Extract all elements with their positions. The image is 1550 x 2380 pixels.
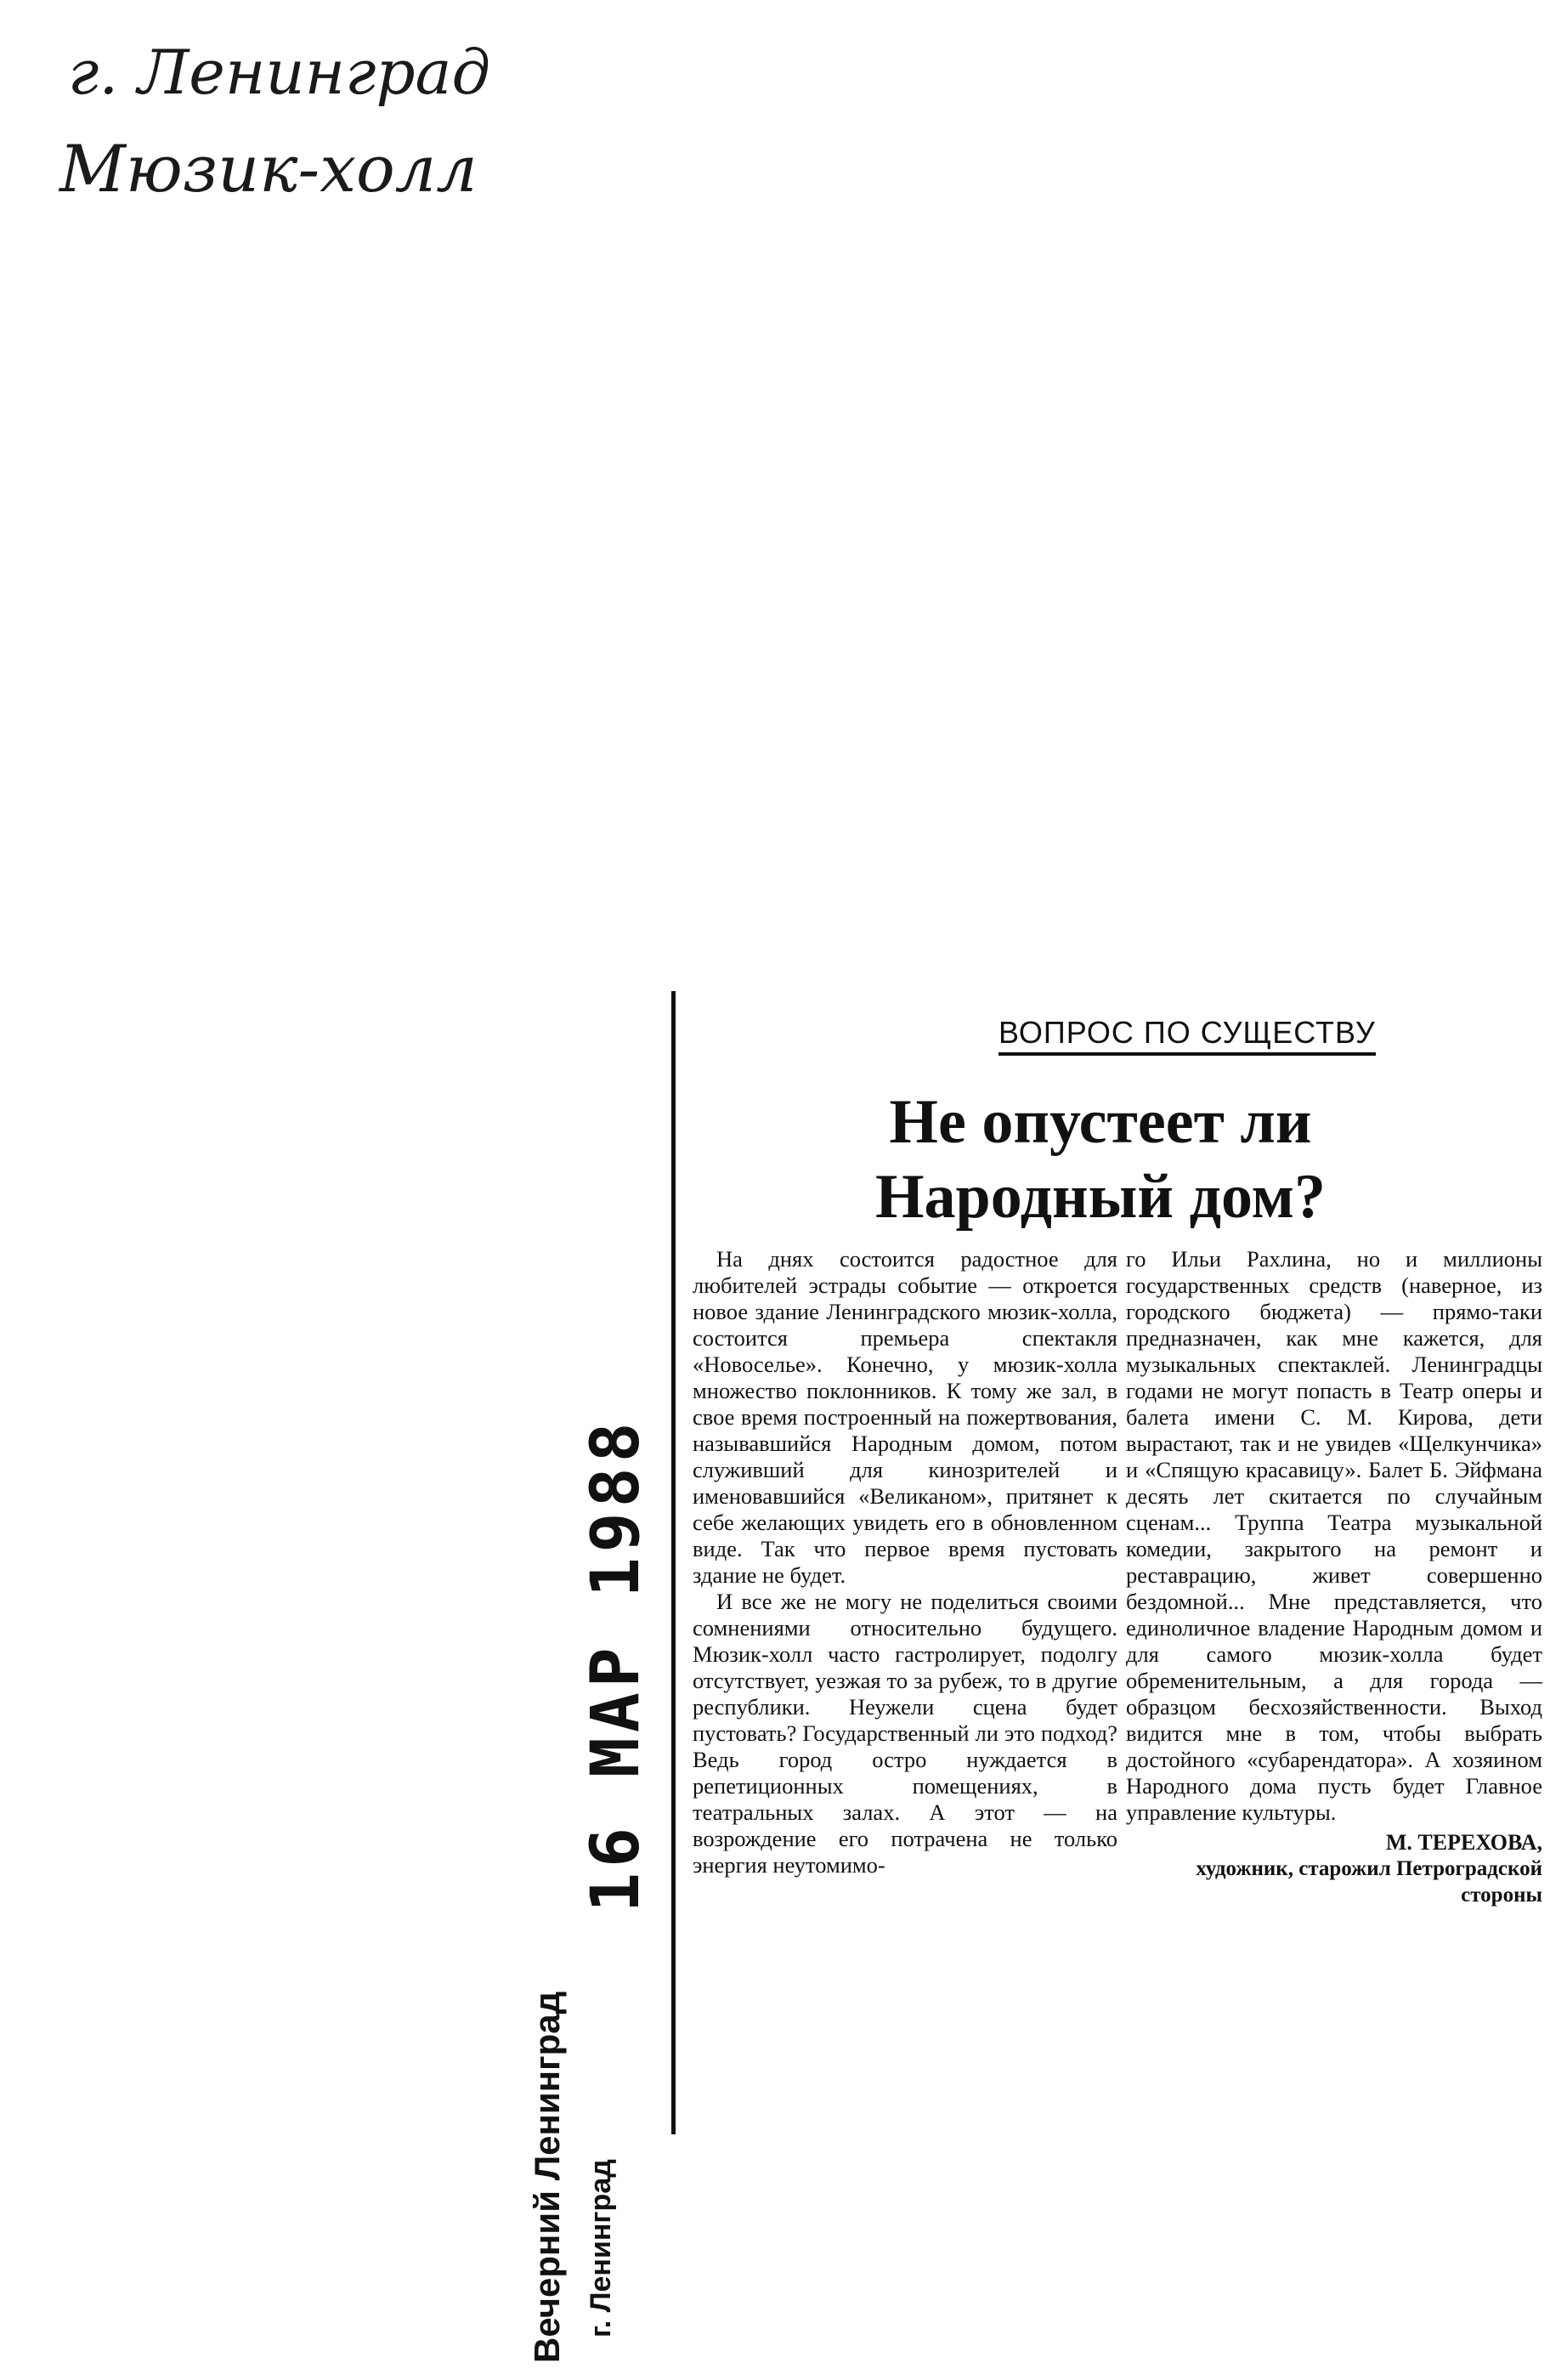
article-headline: [803, 1085, 1398, 1234]
newspaper-clipping: [671, 991, 1542, 2134]
author-role: художник, старожил Петроградской стороны: [1196, 1857, 1542, 1907]
handwritten-line-2: Мюзик-холл: [59, 131, 478, 207]
headline-line-1: Не опустеет ли: [889, 1087, 1312, 1157]
article-paragraph: И все же не могу не поделиться своими сомнениями относительно будущего. Мюзик-холл часто гастролирует, подолгу отсутствует, уезжая то за рубеж, то в другие республики. Неужели сцена будет пустовать? Государственный ли это подход? Ведь город остро нуждается в репетиционных помещениях, в театральных залах. А этот — на возрождение его потрачена не только энергия неутомимо-: [693, 1589, 1117, 1878]
handwritten-line-1: г. Ленинград: [68, 37, 491, 108]
author-name: М. ТЕРЕХОВА,: [1385, 1830, 1542, 1855]
stamp-newspaper: Вечерний Ленинград: [527, 1991, 567, 2363]
article-paragraph: го Ильи Рахлина, но и миллионы государственных средств (наверное, из городского бюджета) — прямо-таки предназначен, как мне кажется, для музыкальных спектаклей. Ленинградцы годами не могут попасть в Театр оперы и балета имени С. М. Кирова, дети вырастают, так и не увидев «Щелкунчика» и «Спящую красавицу». Балет Б. Эйфмана десять лет скитается по случайным сценам... Труппа Театра музыкальной комедии, закрытого на ремонт и реставрацию, живет совершенно бездомной... Мне представляется, что единоличное владение Народным домом и для самого мюзик-холла будет обременительным, а для города — образцом бесхозяйственности. Выход видится мне в том, чтобы выбрать достойного «субарендатора». А хозяином Народного дома пусть будет Главное управление культуры.: [1126, 1246, 1542, 1825]
headline-line-2: Народный дом?: [875, 1162, 1326, 1232]
stamp-date: 16 МАР 1988: [578, 1417, 654, 1912]
archive-stamp: [476, 1417, 680, 2380]
article-paragraph: На днях состоится радостное для любителей эстрады событие — откроется новое здание Ленинградского мюзик-холла, состоится премьера спектакля «Новоселье». Конечно, у мюзик-холла множество поклонников. К тому же зал, в свое время построенный на пожертвования, называвшийся Народным домом, потом служивший для кинозрителей и именовавшийся «Великаном», притянет к себе желающих увидеть его в обновленном виде. Так что первое время пустовать здание не будет.: [693, 1246, 1117, 1588]
handwritten-note-drawing: [51, 8, 527, 221]
stamp-city: г. Ленинград: [585, 2159, 617, 2338]
article-column-2: [1126, 1246, 1542, 1908]
article-column-1: [693, 1246, 1117, 1878]
article-rubric: ВОПРОС ПО СУЩЕСТВУ: [998, 1015, 1376, 1056]
handwritten-note: [51, 8, 527, 221]
